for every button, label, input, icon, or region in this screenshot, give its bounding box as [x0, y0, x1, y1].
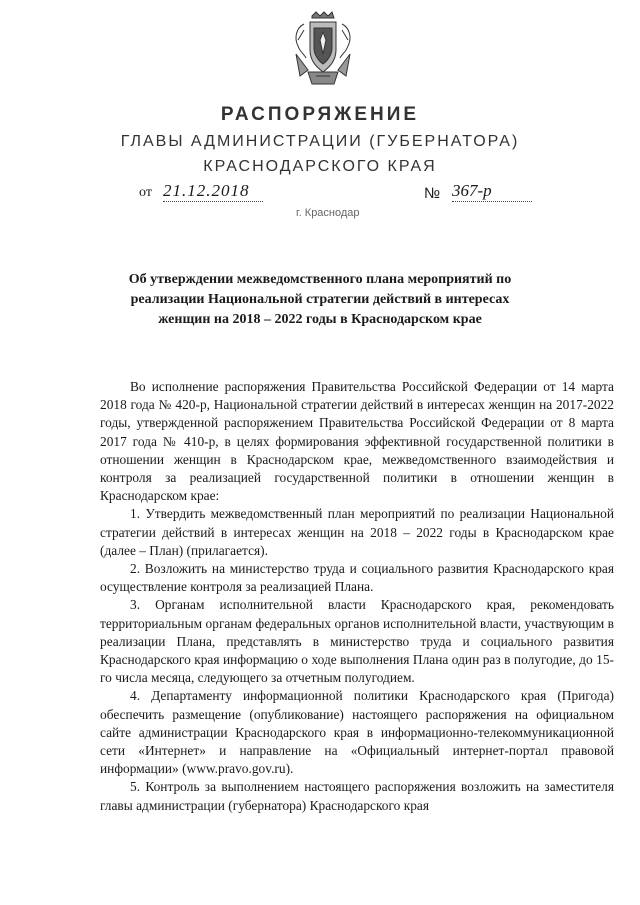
document-body: [100, 378, 614, 815]
number-sign: №: [424, 185, 441, 202]
document-number: 367-р: [452, 181, 532, 202]
document-type-heading: РАСПОРЯЖЕНИЕ: [220, 104, 420, 125]
document-title: Об утверждении межведомственного плана мероприятий по реализации Национальной стратегии действий в интересах женщин на 2018 – 2022 годы в Краснодарском крае: [128, 272, 512, 327]
clause-3: 3. Органам исполнительной власти Краснодарского края, рекомендовать территориальным органам федеральных органов исполнительной власти, участвующим в реализации Плана, представлять в министерство труда и социального развития Краснодарского края информацию о ходе выполнения Плана один раз в полугодие, до 15-го числа месяца, следующего за отчетным полугодием.: [100, 597, 614, 686]
clause-2: 2. Возложить на министерство труда и социального развития Краснодарского края осуществление контроля за реализацией Плана.: [100, 561, 614, 595]
issuer-heading: ГЛАВЫ АДМИНИСТРАЦИИ (ГУБЕРНАТОРА): [120, 133, 520, 150]
date-prefix: от: [139, 185, 152, 200]
clause-5: 5. Контроль за выполнением настоящего распоряжения возложить на заместителя главы администрации (губернатора) Краснодарского края: [100, 779, 614, 813]
region-heading: КРАСНОДАРСКОГО КРАЯ: [203, 158, 437, 175]
document-date: 21.12.2018: [163, 181, 263, 202]
clause-1: 1. Утвердить межведомственный план мероприятий по реализации Национальной стратегии действий в интересах женщин на 2018 – 2022 годы в Краснодарском крае (далее – План) (прилагается).: [100, 506, 614, 558]
preamble-paragraph: Во исполнение распоряжения Правительства Российской Федерации от 14 марта 2018 года № 420-р, Национальной стратегии действий в интересах женщин на 2017-2022 годы, утвержденной распоряжением Правительства Российской Федерации от 8 марта 2017 года № 410-р, в целях формирования эффективной государственной политики в отношении женщин в Краснодарском крае, межведомственного взаимодействия и контроля за реализацией государственной политики в отношении женщин в Краснодарском крае:: [100, 379, 614, 504]
city-label: г. Краснодар: [296, 207, 360, 219]
coat-of-arms-icon: [290, 10, 356, 90]
clause-4: 4. Департаменту информационной политики Краснодарского края (Пригода) обеспечить размещение (опубликование) настоящего распоряжения на официальном сайте администрации Краснодарского края в информационно-телекоммуникационной сети «Интернет» и направление на «Официальный интернет-портал правовой информации» (www.pravo.gov.ru).: [100, 688, 614, 777]
